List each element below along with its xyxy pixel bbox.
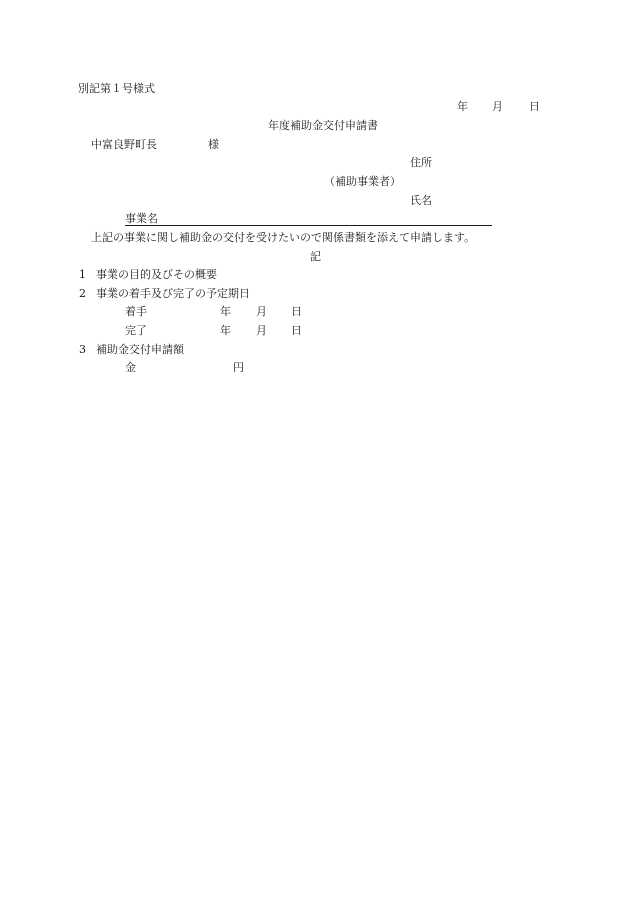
- schedule-start-year: 年: [220, 305, 231, 318]
- honorific: 様: [208, 138, 219, 151]
- schedule-end-day: 日: [291, 324, 302, 337]
- addressee: 中富良野町長: [91, 138, 157, 151]
- amount-prefix: 金: [125, 361, 136, 374]
- item-label: 補助金交付申請額: [96, 343, 184, 356]
- form-number: 別記第１号様式: [78, 82, 155, 95]
- item-label: 事業の着手及び完了の予定期日: [96, 287, 250, 300]
- schedule-start-day: 日: [291, 305, 302, 318]
- body-text: 上記の事業に関し補助金の交付を受けたいので関係書類を添えて申請します。: [91, 231, 476, 244]
- document-title: 年度補助金交付申請書: [268, 119, 378, 132]
- applicant-role-label: （補助事業者）: [324, 175, 401, 188]
- item-number: 2: [79, 287, 86, 300]
- schedule-end-label: 完了: [125, 324, 147, 337]
- ki-label: 記: [310, 250, 321, 263]
- project-name-label: 事業名: [125, 212, 158, 225]
- project-name-underline: [125, 225, 492, 226]
- address-label: 住所: [410, 156, 432, 169]
- name-label: 氏名: [410, 194, 432, 207]
- item-number: 1: [79, 268, 86, 281]
- item-label: 事業の目的及びその概要: [96, 268, 217, 281]
- amount-unit: 円: [233, 361, 244, 374]
- item-number: 3: [79, 343, 86, 356]
- schedule-start-label: 着手: [125, 305, 147, 318]
- schedule-end-month: 月: [256, 324, 267, 337]
- date-month-label: 月: [492, 100, 503, 113]
- date-day-label: 日: [529, 100, 540, 113]
- schedule-end-year: 年: [220, 324, 231, 337]
- date-year-label: 年: [457, 100, 468, 113]
- schedule-start-month: 月: [256, 305, 267, 318]
